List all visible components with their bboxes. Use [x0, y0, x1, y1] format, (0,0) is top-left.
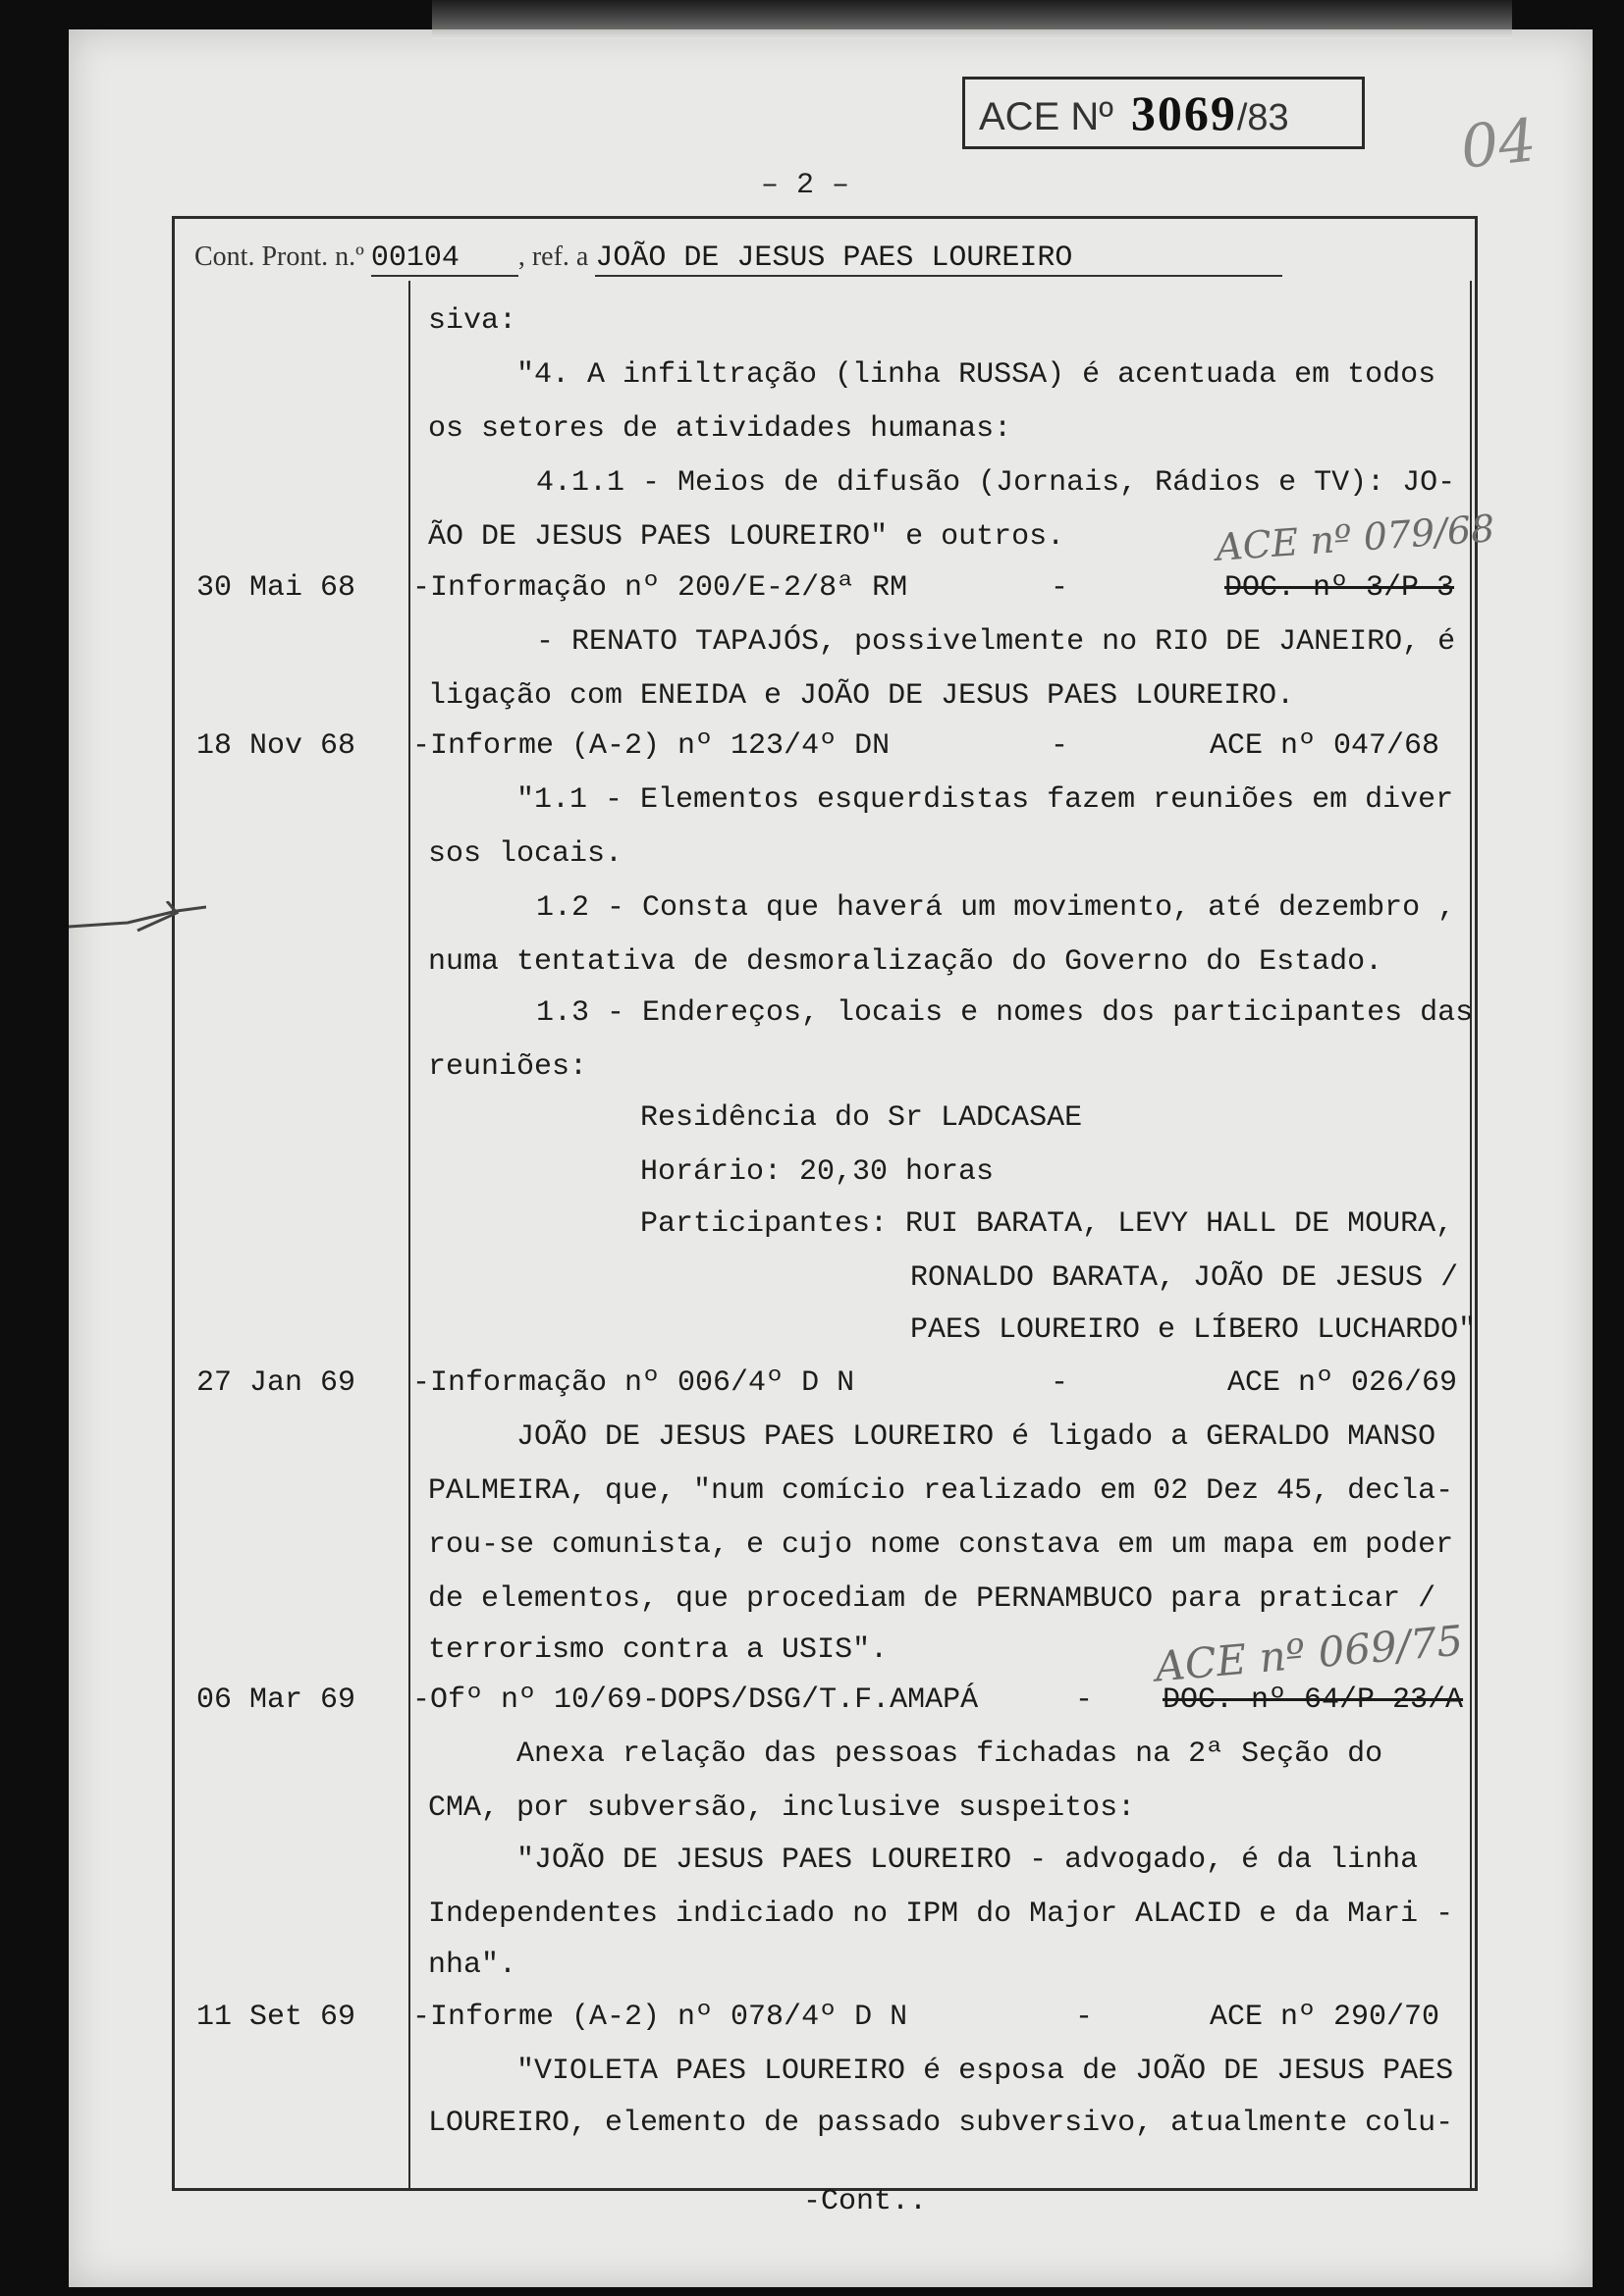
text-line: RONALDO BARATA, JOÃO DE JESUS / — [910, 1261, 1459, 1295]
entry-dash: - — [1051, 1366, 1069, 1400]
entry-dash: - — [1075, 1683, 1094, 1717]
text-line: Horário: 20,30 horas — [640, 1155, 995, 1189]
entry-date: 27 Jan 69 — [196, 1366, 356, 1400]
text-line: 1.2 - Consta que haverá um movimento, até dezembro , — [536, 891, 1456, 925]
continuation-note: -Cont.. — [803, 2185, 928, 2218]
entry-dash: - — [1051, 729, 1069, 763]
ref-label: , ref. a — [517, 241, 589, 272]
text-line: CMA, por subversão, inclusive suspeitos: — [428, 1791, 1136, 1825]
text-line: PAES LOUREIRO e LÍBERO LUCHARDO" — [910, 1313, 1477, 1347]
text-line: JOÃO DE JESUS PAES LOUREIRO é ligado a GERALDO MANSO — [516, 1420, 1436, 1454]
right-margin-line — [1470, 281, 1472, 2191]
text-line: Independentes indiciado no IPM do Major ALACID e da Mari - — [428, 1897, 1454, 1931]
ace-stamp — [962, 77, 1365, 149]
stamp-number: 3069 — [1130, 85, 1237, 140]
record-frame — [172, 216, 1478, 2191]
text-line: "VIOLETA PAES LOUREIRO é esposa de JOÃO DE JESUS PAES — [516, 2055, 1454, 2088]
text-line: reuniões: — [428, 1050, 588, 1084]
entry-reference: DOC. nº 64/P-23/A — [1163, 1683, 1464, 1717]
text-line: de elementos, que procediam de PERNAMBUCO para praticar / — [428, 1582, 1436, 1616]
stamp-year: /83 — [1236, 97, 1289, 138]
entry-date: 18 Nov 68 — [196, 729, 356, 763]
entry-reference: ACE nº 290/70 — [1210, 2001, 1440, 2034]
page-number: – 2 – — [761, 169, 850, 202]
entry-dash: - — [1075, 2001, 1094, 2034]
text-line: siva: — [428, 304, 517, 338]
subject-name: JOÃO DE JESUS PAES LOUREIRO — [595, 241, 1282, 277]
record-header — [194, 241, 1282, 277]
entry-date: 06 Mar 69 — [196, 1683, 356, 1717]
stamp-prefix: ACE Nº — [979, 95, 1113, 138]
entry-date: 11 Set 69 — [196, 2001, 356, 2034]
entry-reference: DOC. nº 3/P-3 — [1224, 571, 1455, 605]
entry-heading: -Informe (A-2) nº 078/4º D N — [412, 2001, 908, 2034]
text-line: ÃO DE JESUS PAES LOUREIRO" e outros. — [428, 520, 1065, 554]
cont-label: Cont. Pront. n.º — [194, 241, 364, 272]
text-line: rou-se comunista, e cujo nome constava em um mapa em poder — [428, 1528, 1454, 1562]
corner-handwritten-note: 04 — [1457, 106, 1540, 183]
text-line: nha". — [428, 1949, 517, 1982]
text-line: PALMEIRA, que, "num comício realizado em 02 Dez 45, decla- — [428, 1474, 1454, 1508]
handwritten-annotation: ACE nº 069/75 — [1153, 1616, 1465, 1691]
text-line: Participantes: RUI BARATA, LEVY HALL DE MOURA, — [640, 1207, 1454, 1241]
entry-reference: ACE nº 047/68 — [1210, 729, 1440, 763]
text-line: "1.1 - Elementos esquerdistas fazem reuniões em diver — [516, 783, 1454, 817]
text-line: - RENATO TAPAJÓS, possivelmente no RIO DE JANEIRO, é — [536, 625, 1456, 659]
handwritten-annotation: ACE nº 079/68 — [1214, 507, 1496, 569]
text-line: sos locais. — [428, 837, 623, 871]
text-line: ligação com ENEIDA e JOÃO DE JESUS PAES LOUREIRO. — [428, 679, 1295, 713]
text-line: numa tentativa de desmoralização do Governo do Estado. — [428, 945, 1383, 979]
text-line: "JOÃO DE JESUS PAES LOUREIRO - advogado, é da linha — [516, 1843, 1419, 1877]
entry-reference: ACE nº 026/69 — [1227, 1366, 1458, 1400]
entry-dash: - — [1051, 571, 1069, 605]
text-line: 1.3 - Endereços, locais e nomes dos participantes das — [536, 996, 1474, 1030]
pront-number: 00104 — [371, 241, 518, 277]
entry-heading: -Informação nº 200/E-2/8ª RM — [412, 571, 908, 605]
entry-heading: -Ofº nº 10/69-DOPS/DSG/T.F.AMAPÁ — [412, 1683, 979, 1717]
entry-heading: -Informe (A-2) nº 123/4º DN — [412, 729, 891, 763]
text-line: terrorismo contra a USIS". — [428, 1633, 889, 1667]
scan-artifact — [432, 0, 1512, 39]
text-line: Residência do Sr LADCASAE — [640, 1101, 1083, 1135]
text-line: Anexa relação das pessoas fichadas na 2ª Seção do — [516, 1737, 1383, 1771]
text-line: LOUREIRO, elemento de passado subversivo, atualmente colu- — [428, 2107, 1454, 2140]
date-column-divider — [408, 281, 410, 2191]
entry-heading: -Informação nº 006/4º D N — [412, 1366, 855, 1400]
entry-date: 30 Mai 68 — [196, 571, 356, 605]
text-line: 4.1.1 - Meios de difusão (Jornais, Rádios e TV): JO- — [536, 466, 1456, 500]
pen-mark-icon — [69, 901, 206, 940]
text-line: os setores de atividades humanas: — [428, 412, 1012, 446]
text-line: "4. A infiltração (linha RUSSA) é acentuada em todos — [516, 358, 1436, 392]
